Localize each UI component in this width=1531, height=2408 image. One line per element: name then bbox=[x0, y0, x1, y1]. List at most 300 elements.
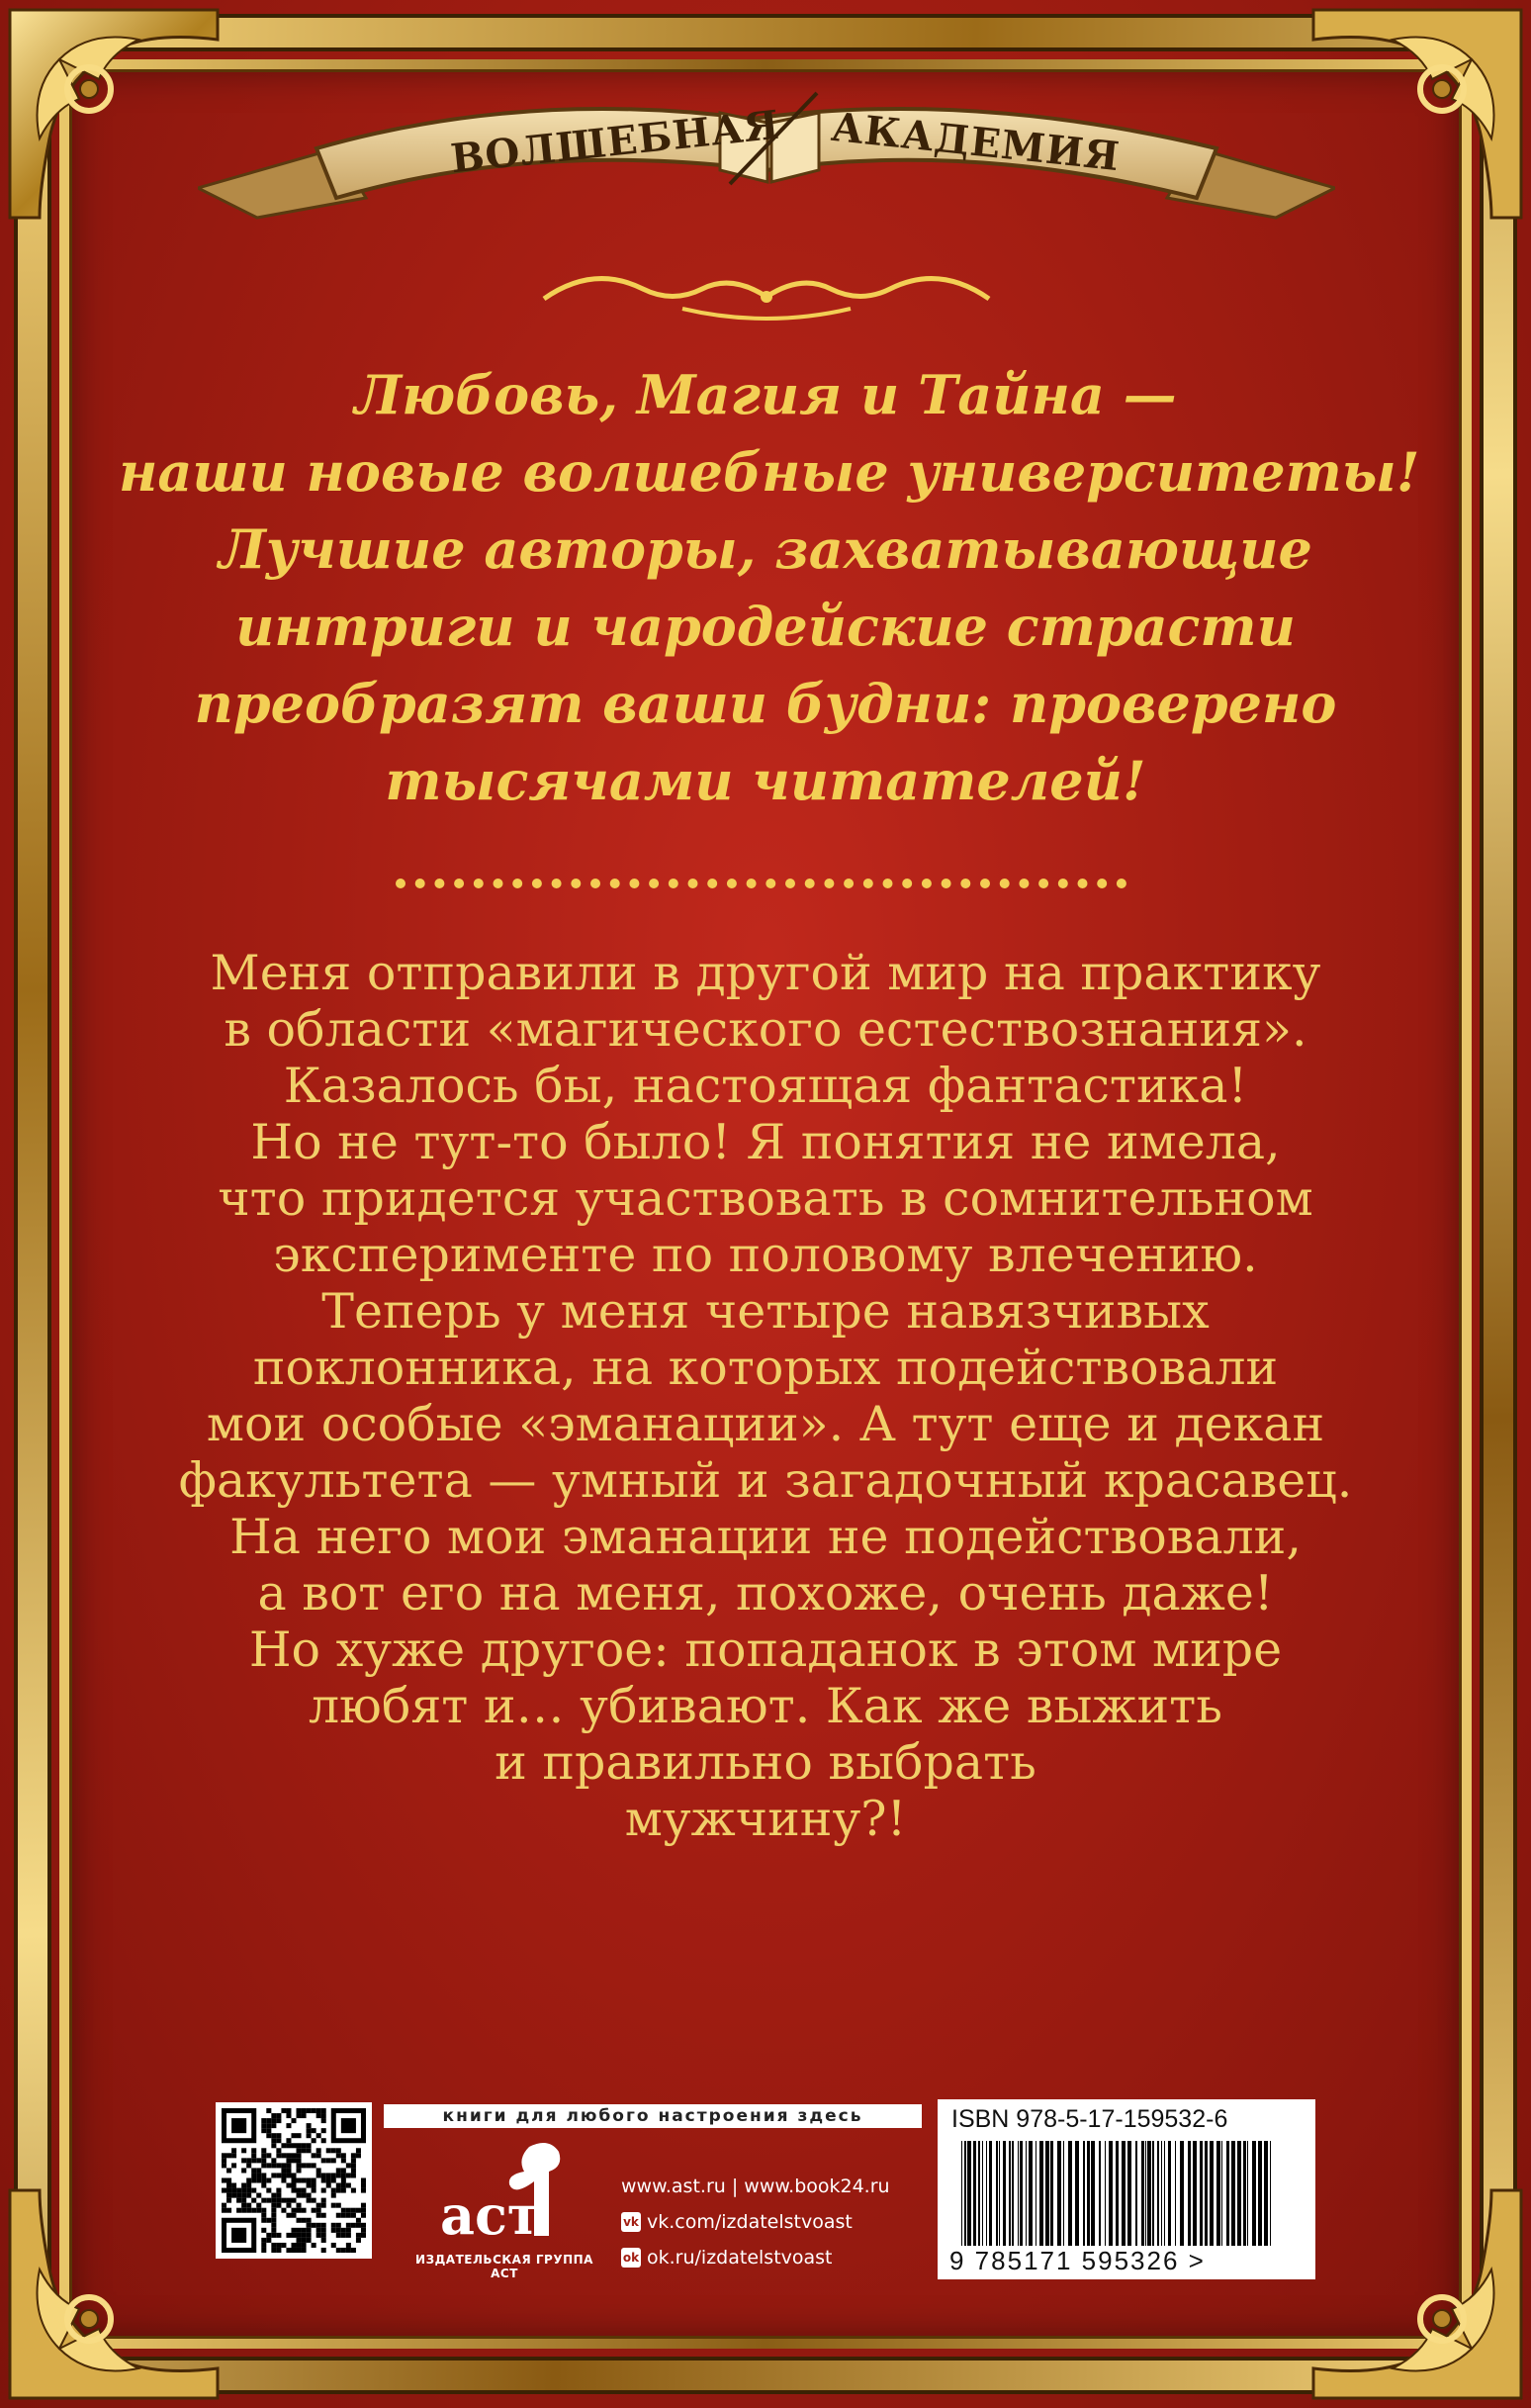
qr-module bbox=[302, 2177, 307, 2182]
qr-module bbox=[261, 2123, 266, 2128]
qr-module bbox=[222, 2163, 226, 2168]
qr-module bbox=[297, 2108, 302, 2113]
qr-module bbox=[266, 2198, 271, 2203]
qr-module bbox=[356, 2148, 361, 2153]
qr-module bbox=[271, 2118, 276, 2123]
barcode-bar bbox=[1020, 2141, 1023, 2246]
qr-module bbox=[251, 2168, 256, 2173]
qr-module bbox=[276, 2148, 281, 2153]
qr-module bbox=[271, 2193, 276, 2198]
divider-dot bbox=[474, 879, 484, 888]
barcode-bar bbox=[1210, 2141, 1214, 2246]
blurb-line: мужчину?! bbox=[624, 1791, 907, 1847]
qr-module bbox=[286, 2173, 291, 2177]
blurb-line: что придется участвовать в сомнительном bbox=[218, 1170, 1313, 1227]
qr-module bbox=[321, 2158, 326, 2163]
qr-module bbox=[261, 2118, 266, 2123]
qr-module bbox=[291, 2198, 296, 2203]
qr-module bbox=[331, 2243, 336, 2248]
qr-module bbox=[321, 2203, 326, 2208]
barcode-bar bbox=[1226, 2141, 1229, 2246]
qr-module bbox=[286, 2153, 291, 2158]
barcode-bar bbox=[989, 2141, 992, 2246]
qr-module bbox=[291, 2228, 296, 2233]
barcode-bar bbox=[1145, 2141, 1146, 2246]
barcode-bar bbox=[1270, 2141, 1271, 2246]
qr-module bbox=[316, 2203, 321, 2208]
qr-module bbox=[276, 2198, 281, 2203]
qr-module bbox=[302, 2233, 307, 2238]
qr-module bbox=[276, 2243, 281, 2248]
qr-module bbox=[261, 2213, 266, 2218]
barcode-bar bbox=[961, 2141, 962, 2246]
qr-module bbox=[271, 2243, 276, 2248]
divider-dot bbox=[902, 879, 912, 888]
qr-module bbox=[291, 2173, 296, 2177]
qr-module bbox=[222, 2203, 226, 2208]
ast-logo-icon bbox=[401, 2137, 608, 2256]
qr-module bbox=[266, 2218, 271, 2223]
qr-module bbox=[321, 2223, 326, 2228]
qr-module bbox=[331, 2203, 336, 2208]
series-banner bbox=[198, 79, 1335, 228]
divider-dot bbox=[707, 879, 717, 888]
qr-module bbox=[326, 2183, 331, 2188]
qr-module bbox=[271, 2208, 276, 2213]
qr-module bbox=[286, 2123, 291, 2128]
qr-module bbox=[261, 2248, 266, 2253]
qr-module bbox=[307, 2228, 312, 2233]
qr-module bbox=[341, 2208, 346, 2213]
qr-module bbox=[341, 2168, 346, 2173]
qr-module bbox=[271, 2213, 276, 2218]
qr-module bbox=[307, 2128, 312, 2133]
qr-module bbox=[271, 2143, 276, 2148]
qr-module bbox=[271, 2113, 276, 2118]
qr-module bbox=[307, 2163, 312, 2168]
qr-module bbox=[226, 2198, 231, 2203]
qr-module bbox=[297, 2133, 302, 2138]
qr-module bbox=[356, 2153, 361, 2158]
qr-module bbox=[226, 2153, 231, 2158]
qr-module bbox=[316, 2213, 321, 2218]
ok-link-row[interactable] bbox=[621, 2240, 938, 2275]
qr-module bbox=[276, 2153, 281, 2158]
qr-module bbox=[291, 2243, 296, 2248]
qr-module bbox=[351, 2168, 356, 2173]
qr-module bbox=[291, 2118, 296, 2123]
qr-module bbox=[297, 2208, 302, 2213]
qr-module bbox=[316, 2223, 321, 2228]
qr-module bbox=[266, 2238, 271, 2243]
qr-module bbox=[226, 2208, 231, 2213]
qr-module bbox=[316, 2133, 321, 2138]
qr-module bbox=[302, 2148, 307, 2153]
qr-module bbox=[336, 2203, 341, 2208]
qr-module bbox=[321, 2173, 326, 2177]
intro-line: преобразят ваши будни: проверено bbox=[194, 672, 1337, 735]
qr-module bbox=[321, 2118, 326, 2123]
qr-module bbox=[251, 2153, 256, 2158]
qr-module bbox=[281, 2173, 286, 2177]
publisher-caption: ИЗДАТЕЛЬСКАЯ ГРУППА АСТ bbox=[415, 2253, 593, 2280]
qr-module bbox=[256, 2203, 261, 2208]
dotted-divider bbox=[391, 869, 1142, 898]
qr-module bbox=[222, 2208, 226, 2213]
qr-module bbox=[302, 2108, 307, 2113]
barcode-bar bbox=[1168, 2141, 1171, 2246]
barcode-bar bbox=[1122, 2141, 1126, 2246]
qr-module bbox=[316, 2153, 321, 2158]
qr-module bbox=[251, 2208, 256, 2213]
barcode-bar bbox=[1050, 2141, 1053, 2246]
barcode-bar bbox=[1141, 2141, 1144, 2246]
flourish-ornament bbox=[534, 259, 999, 328]
divider-dot bbox=[844, 879, 854, 888]
qr-module bbox=[266, 2133, 271, 2138]
qr-module bbox=[276, 2203, 281, 2208]
qr-module bbox=[307, 2238, 312, 2243]
qr-module bbox=[226, 2188, 231, 2193]
qr-module bbox=[341, 2228, 346, 2233]
qr-module bbox=[276, 2188, 281, 2193]
qr-module bbox=[246, 2177, 251, 2182]
qr-module bbox=[241, 2198, 246, 2203]
qr-module bbox=[336, 2248, 341, 2253]
qr-module bbox=[241, 2183, 246, 2188]
qr-code[interactable] bbox=[216, 2102, 372, 2259]
qr-module bbox=[336, 2173, 341, 2177]
barcode-bar bbox=[973, 2141, 976, 2246]
qr-module bbox=[271, 2233, 276, 2238]
blurb-line: поклонника, на которых подействовали bbox=[252, 1340, 1279, 1396]
qr-module bbox=[336, 2183, 341, 2188]
qr-module bbox=[286, 2168, 291, 2173]
tagline: книги для любого настроения здесь bbox=[384, 2104, 922, 2128]
qr-module bbox=[261, 2238, 266, 2243]
qr-module bbox=[241, 2168, 246, 2173]
blurb-line: и правильно выбрать bbox=[495, 1734, 1036, 1791]
site-links[interactable] bbox=[621, 2169, 938, 2204]
qr-module bbox=[341, 2233, 346, 2238]
qr-module bbox=[271, 2203, 276, 2208]
qr-module bbox=[261, 2208, 266, 2213]
qr-module bbox=[222, 2153, 226, 2158]
qr-module bbox=[351, 2213, 356, 2218]
barcode-bar bbox=[1175, 2141, 1176, 2246]
qr-module bbox=[231, 2148, 236, 2153]
qr-module bbox=[346, 2208, 351, 2213]
qr-module bbox=[276, 2233, 281, 2238]
qr-module bbox=[281, 2208, 286, 2213]
qr-module bbox=[271, 2228, 276, 2233]
barcode-bar bbox=[1091, 2141, 1095, 2246]
qr-module bbox=[297, 2233, 302, 2238]
divider-dot bbox=[766, 879, 775, 888]
qr-module bbox=[251, 2173, 256, 2177]
barcode-bar bbox=[1029, 2141, 1033, 2246]
qr-module bbox=[356, 2218, 361, 2223]
qr-module bbox=[266, 2177, 271, 2182]
divider-dot bbox=[1019, 879, 1029, 888]
barcode-bar bbox=[1057, 2141, 1061, 2246]
qr-module bbox=[297, 2158, 302, 2163]
qr-module bbox=[271, 2138, 276, 2143]
qr-module bbox=[286, 2203, 291, 2208]
qr-finder bbox=[231, 2118, 246, 2133]
qr-module bbox=[276, 2113, 281, 2118]
vk-link-row[interactable] bbox=[621, 2204, 938, 2240]
qr-module bbox=[261, 2173, 266, 2177]
qr-module bbox=[321, 2228, 326, 2233]
qr-module bbox=[231, 2193, 236, 2198]
qr-module bbox=[266, 2153, 271, 2158]
qr-module bbox=[246, 2193, 251, 2198]
qr-module bbox=[336, 2153, 341, 2158]
barcode-bar bbox=[1018, 2141, 1019, 2246]
qr-module bbox=[251, 2188, 256, 2193]
book-blurb bbox=[119, 945, 1412, 1847]
qr-module bbox=[297, 2193, 302, 2198]
barcode-bar bbox=[1221, 2141, 1222, 2246]
barcode-bar bbox=[1116, 2141, 1119, 2246]
qr-module bbox=[346, 2233, 351, 2238]
qr-module bbox=[321, 2108, 326, 2113]
divider-dot bbox=[512, 879, 522, 888]
blurb-line: Теперь у меня четыре навязчивых bbox=[321, 1283, 1210, 1340]
qr-module bbox=[266, 2108, 271, 2113]
qr-module bbox=[286, 2233, 291, 2238]
qr-module bbox=[241, 2188, 246, 2193]
ok-link[interactable]: ok.ru/izdatelstvoast bbox=[647, 2247, 833, 2269]
qr-module bbox=[261, 2163, 266, 2168]
qr-module bbox=[307, 2133, 312, 2138]
qr-module bbox=[256, 2168, 261, 2173]
barcode-bar bbox=[1152, 2141, 1154, 2246]
qr-module bbox=[246, 2188, 251, 2193]
qr-module bbox=[346, 2173, 351, 2177]
qr-module bbox=[261, 2153, 266, 2158]
barcode-bar bbox=[982, 2141, 983, 2246]
qr-module bbox=[346, 2243, 351, 2248]
qr-module bbox=[246, 2208, 251, 2213]
qr-module bbox=[276, 2118, 281, 2123]
barcode-digits: 9 785171 595326 > bbox=[949, 2246, 1206, 2275]
qr-module bbox=[312, 2128, 316, 2133]
qr-module bbox=[261, 2243, 266, 2248]
qr-module bbox=[226, 2193, 231, 2198]
divider-dot bbox=[1117, 879, 1126, 888]
qr-module bbox=[307, 2218, 312, 2223]
blurb-line: факультета — умный и загадочный красавец. bbox=[178, 1452, 1353, 1509]
qr-module bbox=[346, 2223, 351, 2228]
barcode-bar bbox=[1205, 2141, 1208, 2246]
barcode-bar bbox=[1200, 2141, 1203, 2246]
qr-module bbox=[297, 2113, 302, 2118]
barcode-bar bbox=[1161, 2141, 1162, 2246]
qr-module bbox=[331, 2188, 336, 2193]
barcode-bar bbox=[964, 2141, 966, 2246]
qr-module bbox=[312, 2163, 316, 2168]
qr-module bbox=[236, 2198, 241, 2203]
barcode-bar bbox=[1216, 2141, 1220, 2246]
qr-module bbox=[226, 2177, 231, 2182]
qr-module bbox=[297, 2243, 302, 2248]
qr-module bbox=[336, 2233, 341, 2238]
divider-dot bbox=[669, 879, 678, 888]
qr-module bbox=[291, 2233, 296, 2238]
divider-dot bbox=[688, 879, 698, 888]
barcode-bar bbox=[1105, 2141, 1106, 2246]
qr-module bbox=[336, 2228, 341, 2233]
divider-dot bbox=[980, 879, 990, 888]
divider-dot bbox=[863, 879, 873, 888]
qr-module bbox=[261, 2218, 266, 2223]
barcode-bar bbox=[1026, 2141, 1027, 2246]
qr-module bbox=[361, 2177, 366, 2182]
divider-dot bbox=[532, 879, 542, 888]
divider-dot bbox=[922, 879, 932, 888]
qr-module bbox=[351, 2188, 356, 2193]
blurb-line: эксперименте по половому влечению. bbox=[273, 1227, 1258, 1283]
qr-module bbox=[351, 2173, 356, 2177]
qr-module bbox=[321, 2128, 326, 2133]
site-links-text[interactable]: www.ast.ru | www.book24.ru bbox=[621, 2176, 890, 2197]
qr-module bbox=[341, 2248, 346, 2253]
qr-module bbox=[286, 2138, 291, 2143]
qr-module bbox=[321, 2113, 326, 2118]
qr-module bbox=[256, 2158, 261, 2163]
qr-module bbox=[316, 2208, 321, 2213]
barcode-bar bbox=[986, 2141, 987, 2246]
qr-module bbox=[271, 2218, 276, 2223]
qr-module bbox=[241, 2203, 246, 2208]
qr-module bbox=[321, 2248, 326, 2253]
banner-right-word: АКАДЕМИЯ bbox=[829, 103, 1123, 181]
qr-module bbox=[281, 2198, 286, 2203]
qr-module bbox=[266, 2118, 271, 2123]
qr-module bbox=[312, 2183, 316, 2188]
corner-ornament-bottom-right bbox=[1304, 2180, 1531, 2408]
qr-module bbox=[307, 2108, 312, 2113]
qr-module bbox=[302, 2218, 307, 2223]
qr-module bbox=[271, 2223, 276, 2228]
divider-dot bbox=[727, 879, 737, 888]
qr-module bbox=[312, 2243, 316, 2248]
qr-module bbox=[307, 2198, 312, 2203]
qr-module bbox=[302, 2248, 307, 2253]
qr-module bbox=[307, 2223, 312, 2228]
barcode-bar bbox=[1231, 2141, 1235, 2246]
intro-line: Любовь, Магия и Тайна — bbox=[354, 363, 1177, 426]
barcode-icon bbox=[959, 2141, 1276, 2246]
qr-code-icon bbox=[222, 2108, 366, 2253]
divider-dot bbox=[571, 879, 581, 888]
qr-module bbox=[271, 2158, 276, 2163]
barcode-bar bbox=[1157, 2141, 1159, 2246]
qr-module bbox=[312, 2138, 316, 2143]
intro-line: тысячами читателей! bbox=[385, 749, 1146, 812]
qr-module bbox=[226, 2168, 231, 2173]
qr-module bbox=[271, 2123, 276, 2128]
qr-module bbox=[336, 2223, 341, 2228]
qr-module bbox=[297, 2153, 302, 2158]
qr-module bbox=[316, 2108, 321, 2113]
qr-module bbox=[291, 2177, 296, 2182]
qr-module bbox=[361, 2208, 366, 2213]
qr-module bbox=[271, 2133, 276, 2138]
qr-module bbox=[336, 2168, 341, 2173]
qr-module bbox=[307, 2148, 312, 2153]
qr-module bbox=[321, 2177, 326, 2182]
qr-module bbox=[321, 2138, 326, 2143]
qr-module bbox=[261, 2198, 266, 2203]
qr-module bbox=[256, 2193, 261, 2198]
qr-module bbox=[316, 2173, 321, 2177]
qr-module bbox=[231, 2163, 236, 2168]
qr-module bbox=[331, 2177, 336, 2182]
divider-dot bbox=[1000, 879, 1010, 888]
qr-module bbox=[361, 2223, 366, 2228]
blurb-line: Но не тут-то было! Я понятия не имела, bbox=[250, 1114, 1281, 1170]
divider-dot bbox=[960, 879, 970, 888]
qr-module bbox=[307, 2233, 312, 2238]
barcode-bar bbox=[1164, 2141, 1165, 2246]
divider-dot bbox=[1038, 879, 1048, 888]
qr-module bbox=[316, 2228, 321, 2233]
divider-dot bbox=[610, 879, 620, 888]
intro-line: интриги и чародейские страсти bbox=[235, 595, 1296, 658]
divider-dot bbox=[1097, 879, 1107, 888]
svg-text:аст: аст bbox=[440, 2183, 541, 2247]
qr-module bbox=[236, 2208, 241, 2213]
blurb-line: мои особые «эманации». А тут еще и декан bbox=[206, 1396, 1325, 1452]
qr-module bbox=[336, 2148, 341, 2153]
divider-dot bbox=[824, 879, 834, 888]
barcode-bar bbox=[1012, 2141, 1014, 2246]
qr-module bbox=[361, 2188, 366, 2193]
qr-finder bbox=[231, 2228, 246, 2243]
qr-module bbox=[312, 2153, 316, 2158]
qr-module bbox=[356, 2238, 361, 2243]
qr-module bbox=[281, 2243, 286, 2248]
banner-left-word: ВОЛШЕБНАЯ bbox=[448, 101, 782, 183]
divider-dot bbox=[434, 879, 444, 888]
qr-module bbox=[281, 2177, 286, 2182]
qr-module bbox=[266, 2128, 271, 2133]
qr-module bbox=[266, 2233, 271, 2238]
qr-module bbox=[231, 2183, 236, 2188]
qr-finder bbox=[341, 2118, 356, 2133]
qr-module bbox=[281, 2108, 286, 2113]
qr-module bbox=[261, 2128, 266, 2133]
qr-module bbox=[356, 2208, 361, 2213]
blurb-line: в области «магического естествознания». bbox=[224, 1001, 1307, 1058]
qr-module bbox=[226, 2183, 231, 2188]
qr-module bbox=[316, 2113, 321, 2118]
blurb-line: любят и… убивают. Как же выжить bbox=[309, 1678, 1222, 1734]
barcode-bar bbox=[1252, 2141, 1256, 2246]
qr-module bbox=[316, 2168, 321, 2173]
qr-module bbox=[297, 2143, 302, 2148]
qr-module bbox=[286, 2108, 291, 2113]
divider-dot bbox=[629, 879, 639, 888]
qr-module bbox=[286, 2198, 291, 2203]
qr-module bbox=[321, 2213, 326, 2218]
vk-link[interactable]: vk.com/izdatelstvoast bbox=[647, 2211, 853, 2233]
qr-module bbox=[246, 2163, 251, 2168]
qr-module bbox=[341, 2153, 346, 2158]
